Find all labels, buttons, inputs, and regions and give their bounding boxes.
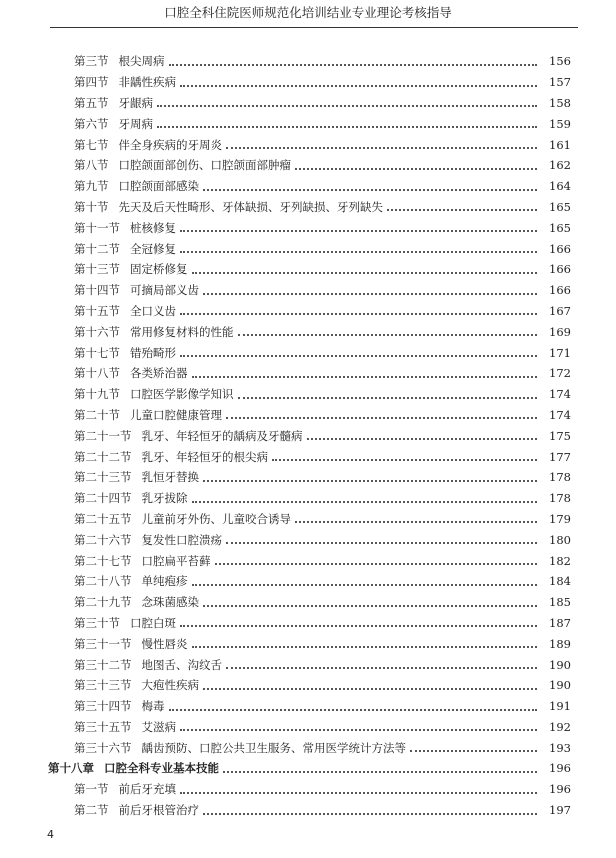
dot-leader [192,375,538,378]
toc-entry-title: 伴全身疾病的牙周炎 [118,137,222,152]
toc-entry-title: 可摘局部义齿 [130,283,199,298]
toc-entry-page: 167 [549,303,571,318]
toc-entry-label: 第二十三节 [74,470,132,485]
toc-entry-title: 前后牙根管治疗 [118,803,199,818]
toc-entry-page: 179 [549,511,571,526]
toc-entry-title: 口腔医学影像学知识 [130,387,234,402]
toc-entry-title: 全口义齿 [130,303,176,318]
toc-entry-title: 单纯疱疹 [141,574,188,589]
toc-section-entry [0,696,616,717]
toc-entry-title: 各类矫治器 [130,366,188,381]
toc-entry-title: 口腔扁平苔藓 [141,553,211,568]
toc-entry-label: 第十一节 [74,220,120,235]
toc-entry-title: 慢性唇炎 [141,636,188,651]
toc-entry-title: 前后牙充填 [118,782,176,797]
toc-entry-label: 第十节 [74,199,109,214]
dot-leader [169,708,538,711]
toc-entry-page: 161 [549,137,571,152]
dot-leader [192,500,538,503]
toc-section-entry [0,446,616,467]
toc-entry-label: 第三十二节 [74,657,132,672]
toc-entry-title: 儿童口腔健康管理 [130,407,222,422]
toc-section-entry [0,592,616,613]
dot-leader [203,292,537,295]
toc-entry-page: 177 [549,449,571,464]
toc-entry-label: 第十七节 [74,345,120,360]
toc-entry-title: 地图舌、沟纹舌 [141,657,222,672]
dot-leader [226,666,537,669]
toc-entry-page: 185 [549,595,571,610]
toc-entry-label: 第六节 [74,116,109,131]
dot-leader [307,437,538,440]
toc-section-entry [0,405,616,426]
toc-entry-title: 儿童前牙外伤、儿童咬合诱导 [141,511,291,526]
toc-entry-title: 梅毒 [141,699,165,714]
toc-section-entry [0,113,616,134]
toc-section-entry [0,93,616,114]
toc-entry-label: 第八节 [74,158,109,173]
toc-entry-label: 第二十二节 [74,449,132,464]
toc-entry-title: 牙龈病 [118,95,153,110]
toc-section-entry [0,425,616,446]
dot-leader [238,333,538,336]
toc-section-entry [0,488,616,509]
toc-entry-page: 174 [549,407,571,422]
dot-leader [223,770,537,773]
toc-entry-page: 158 [549,95,571,110]
toc-section-entry [0,717,616,738]
toc-entry-page: 182 [549,553,571,568]
dot-leader [192,645,538,648]
toc-entry-title: 口腔颌面部感染 [118,179,199,194]
toc-section-entry [0,217,616,238]
toc-entry-page: 197 [549,803,571,818]
toc-entry-page: 165 [549,199,571,214]
toc-chapter-entry [0,758,616,779]
toc-entry-page: 171 [549,345,571,360]
toc-entry-page: 180 [549,532,571,547]
toc-entry-page: 166 [549,283,571,298]
running-header: 口腔全科住院医师规范化培训结业专业理论考核指导 [164,5,452,20]
toc-entry-label: 第十三节 [74,262,120,277]
toc-entry-title: 念珠菌感染 [141,595,199,610]
toc-section-entry [0,72,616,93]
toc-section-entry [0,509,616,530]
toc-entry-page: 175 [549,428,571,443]
toc-section-entry [0,737,616,758]
toc-entry-label: 第十九节 [74,387,120,402]
toc-entry-label: 第七节 [74,137,109,152]
toc-entry-title: 艾滋病 [141,719,176,734]
toc-entry-title: 常用修复材料的性能 [130,324,234,339]
toc-section-entry [0,467,616,488]
dot-leader [192,583,538,586]
toc-entry-title: 乳牙、年轻恒牙的根尖病 [141,449,268,464]
dot-leader [387,208,537,211]
toc-entry-label: 第十四节 [74,283,120,298]
toc-section-entry [0,384,616,405]
toc-section-entry [0,800,616,821]
toc-section-entry [0,779,616,800]
toc-entry-title: 先天及后天性畸形、牙体缺损、牙列缺损、牙列缺失 [118,199,383,214]
dot-leader [203,188,537,191]
dot-leader [192,271,538,274]
toc-entry-label: 第三十一节 [74,636,132,651]
toc-entry-page: 191 [549,699,571,714]
toc-entry-title: 全冠修复 [130,241,176,256]
dot-leader [295,520,537,523]
toc-entry-page: 156 [549,54,571,69]
dot-leader [180,229,537,232]
toc-entry-page: 159 [549,116,571,131]
toc-entry-title: 牙周病 [118,116,153,131]
toc-entry-label: 第四节 [74,75,109,90]
table-of-contents [0,51,616,820]
toc-entry-page: 157 [549,75,571,90]
dot-leader [180,791,537,794]
toc-entry-page: 172 [549,366,571,381]
toc-entry-label: 第十五节 [74,303,120,318]
toc-entry-title: 乳牙、年轻恒牙的龋病及牙髓病 [141,428,303,443]
toc-entry-title: 固定桥修复 [130,262,188,277]
toc-entry-label: 第二十九节 [74,595,132,610]
dot-leader [180,728,537,731]
toc-entry-label: 第三十三节 [74,678,132,693]
dot-leader [180,354,537,357]
toc-section-entry [0,321,616,342]
toc-entry-label: 第二十节 [74,407,120,422]
toc-entry-title: 非龋性疾病 [118,75,176,90]
toc-entry-label: 第三节 [74,54,109,69]
toc-entry-label: 第二十五节 [74,511,132,526]
toc-section-entry [0,550,616,571]
toc-entry-page: 164 [549,179,571,194]
dot-leader [180,624,537,627]
toc-entry-title: 口腔颌面部创伤、口腔颌面部肿瘤 [118,158,291,173]
toc-entry-title: 龋齿预防、口腔公共卫生服务、常用医学统计方法等 [141,740,406,755]
toc-entry-label: 第十八章 [48,761,94,776]
dot-leader [295,167,537,170]
toc-entry-page: 178 [549,470,571,485]
dot-leader [180,84,537,87]
toc-entry-title: 乳恒牙替换 [141,470,199,485]
toc-entry-page: 192 [549,719,571,734]
toc-section-entry [0,363,616,384]
page-number: 4 [47,828,54,841]
toc-section-entry [0,654,616,675]
toc-entry-title: 复发性口腔溃疡 [141,532,222,547]
toc-entry-label: 第三十五节 [74,719,132,734]
toc-entry-page: 196 [549,761,571,776]
toc-entry-label: 第十二节 [74,241,120,256]
toc-entry-label: 第二十八节 [74,574,132,589]
toc-entry-page: 166 [549,262,571,277]
toc-entry-page: 196 [549,782,571,797]
dot-leader [180,250,537,253]
toc-entry-title: 大疱性疾病 [141,678,199,693]
dot-leader [203,687,537,690]
dot-leader [226,416,537,419]
toc-entry-label: 第二节 [74,803,109,818]
dot-leader [203,479,537,482]
toc-entry-page: 190 [549,678,571,693]
toc-section-entry [0,633,616,654]
toc-entry-page: 178 [549,491,571,506]
toc-section-entry [0,51,616,72]
toc-entry-label: 第十八节 [74,366,120,381]
toc-entry-page: 184 [549,574,571,589]
toc-entry-page: 169 [549,324,571,339]
toc-section-entry [0,176,616,197]
toc-entry-page: 193 [549,740,571,755]
toc-entry-label: 第二十四节 [74,491,132,506]
dot-leader [226,146,537,149]
toc-entry-label: 第二十六节 [74,532,132,547]
header-rule [50,27,578,28]
toc-entry-label: 第二十七节 [74,553,132,568]
toc-entry-page: 162 [549,158,571,173]
dot-leader [180,312,537,315]
toc-entry-title: 口腔白斑 [130,615,176,630]
toc-entry-label: 第三十六节 [74,740,132,755]
toc-section-entry [0,259,616,280]
toc-section-entry [0,529,616,550]
toc-section-entry [0,301,616,322]
dot-leader [272,458,537,461]
toc-entry-page: 187 [549,615,571,630]
toc-entry-page: 190 [549,657,571,672]
toc-entry-title: 桩核修复 [130,220,176,235]
toc-entry-page: 189 [549,636,571,651]
toc-entry-page: 165 [549,220,571,235]
dot-leader [226,541,537,544]
toc-entry-title: 乳牙拔除 [141,491,188,506]
toc-entry-label: 第三十节 [74,615,120,630]
toc-section-entry [0,197,616,218]
toc-section-entry [0,134,616,155]
toc-section-entry [0,238,616,259]
dot-leader [157,125,537,128]
toc-section-entry [0,342,616,363]
toc-entry-label: 第三十四节 [74,699,132,714]
toc-entry-title: 口腔全科专业基本技能 [104,761,219,776]
dot-leader [169,63,538,66]
dot-leader [215,562,538,565]
toc-section-entry [0,571,616,592]
dot-leader [410,749,537,752]
toc-section-entry [0,675,616,696]
toc-entry-label: 第二十一节 [74,428,132,443]
toc-entry-label: 第十六节 [74,324,120,339]
toc-entry-label: 第一节 [74,782,109,797]
dot-leader [203,604,537,607]
toc-entry-page: 174 [549,387,571,402]
toc-entry-title: 根尖周病 [118,54,165,69]
dot-leader [157,104,537,107]
toc-entry-page: 166 [549,241,571,256]
toc-section-entry [0,613,616,634]
toc-entry-label: 第五节 [74,95,109,110]
toc-entry-label: 第九节 [74,179,109,194]
dot-leader [203,812,537,815]
toc-section-entry [0,280,616,301]
toc-entry-title: 错殆畸形 [130,345,176,360]
toc-section-entry [0,155,616,176]
dot-leader [238,396,538,399]
